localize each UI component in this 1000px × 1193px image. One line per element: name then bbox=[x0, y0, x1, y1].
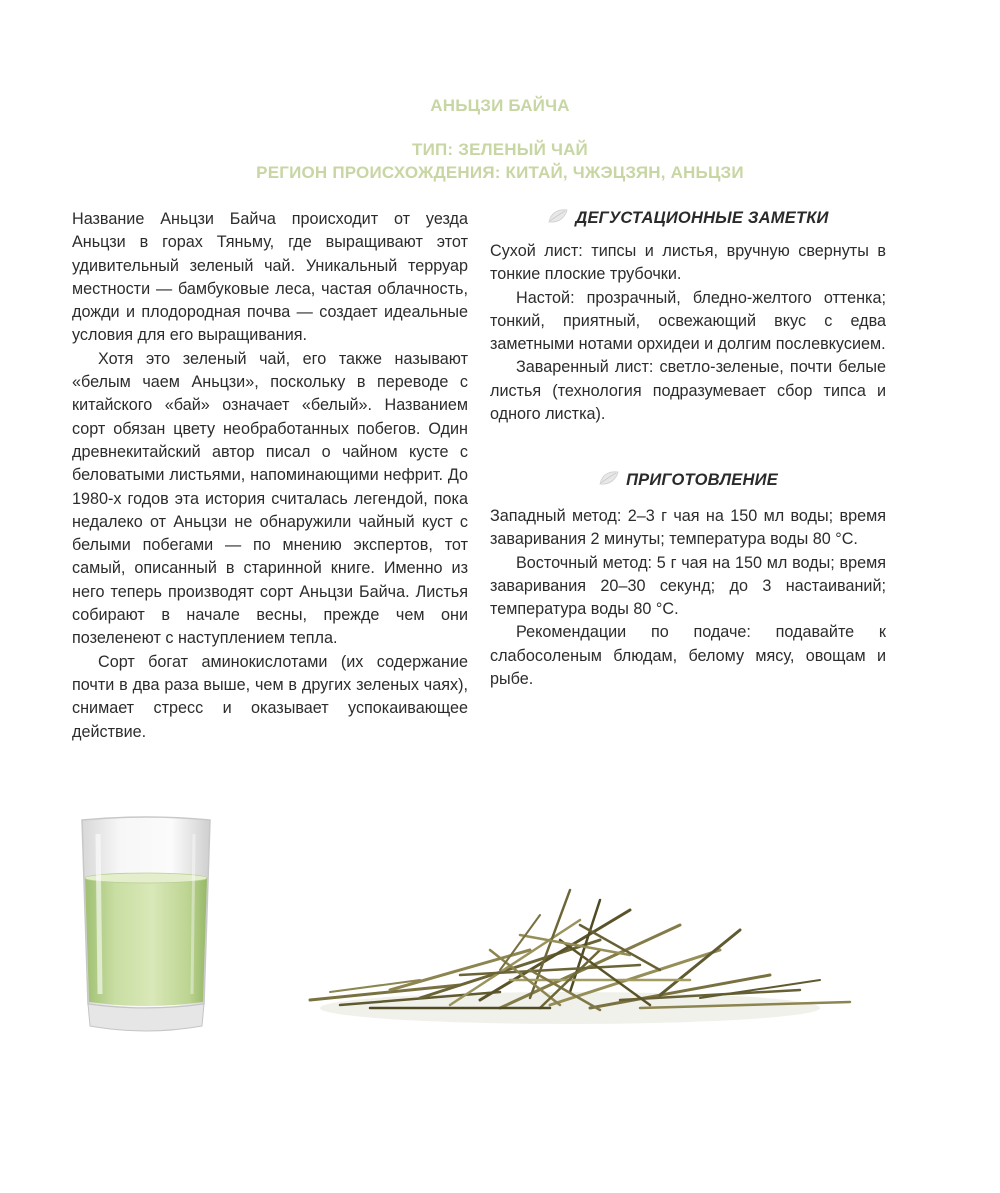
preparation-paragraph: Восточный метод: 5 г чая на 150 мл воды; время заваривания 20–30 секунд; до 3 настаиваний; температура воды 80 °С. bbox=[490, 553, 886, 619]
preparation-title: ПРИГОТОВЛЕНИЕ bbox=[626, 470, 778, 489]
description-column bbox=[72, 208, 468, 744]
tea-type: ТИП: ЗЕЛЕНЫЙ ЧАЙ bbox=[412, 140, 588, 159]
description-paragraph: Название Аньцзи Байча происходит от уезда Аньцзи в горах Тяньму, где выращивают этот удивительный зеленый чай. Уникальный терруар местности — бамбуковые леса, частая облачность, дожди и плодородная почва — создает идеальные условия для его выращивания. bbox=[72, 210, 468, 345]
description-paragraph: Хотя это зеленый чай, его также называют «белым чаем Аньцзи», поскольку в переводе с китайского «бай» означает «белый». Названием сорт обязан цвету необработанных побегов. Один древнекитайский автор писал о чайном кусте с беловатыми листьями, напоминающими нефрит. До 1980-х годов эта история считалась легендой, пока недалеко от Аньцзи не обнаружили чайный куст с белыми побегами — по мнению экспертов, тот самый, описанный в старинной книге. Именно из него теперь производят сорт Аньцзи Байча. Листья собирают в начале весны, прежде чем они позеленеют с наступлением тепла. bbox=[72, 349, 468, 648]
leaf-icon bbox=[547, 208, 569, 229]
description-paragraph: Сорт богат аминокислотами (их содержание почти в два раза выше, чем в других зеленых чаях), снимает стресс и оказывает успокаивающее действие. bbox=[72, 652, 468, 741]
tea-title: АНЬЦЗИ БАЙЧА bbox=[430, 96, 570, 115]
glass-of-tea-image bbox=[76, 814, 216, 1036]
dry-tea-leaves-image bbox=[300, 880, 860, 1040]
tasting-notes-heading bbox=[490, 208, 886, 229]
tea-region: РЕГИОН ПРОИСХОЖДЕНИЯ: КИТАЙ, ЧЖЭЦЗЯН, АНЬЦЗИ bbox=[256, 163, 744, 182]
preparation-heading bbox=[490, 470, 886, 491]
preparation-paragraph: Рекомендации по подаче: подавайте к слабосоленым блюдам, белому мясу, овощам и рыбе. bbox=[490, 623, 886, 689]
tasting-paragraph: Настой: прозрачный, бледно-желтого оттенка; тонкий, приятный, освежающий вкус с едва заметными нотами орхидеи и долгим послевкусием. bbox=[490, 288, 886, 354]
tasting-notes-column bbox=[490, 240, 886, 426]
leaf-icon bbox=[598, 470, 620, 491]
tasting-paragraph: Сухой лист: типсы и листья, вручную свернуты в тонкие плоские трубочки. bbox=[490, 242, 886, 284]
preparation-column bbox=[490, 505, 886, 691]
preparation-paragraph: Западный метод: 2–3 г чая на 150 мл воды; время заваривания 2 минуты; температура воды 80 °С. bbox=[490, 507, 886, 549]
tasting-paragraph: Заваренный лист: светло-зеленые, почти белые листья (технология подразумевает сбор типса и одного листка). bbox=[490, 358, 886, 424]
tasting-notes-title: ДЕГУСТАЦИОННЫЕ ЗАМЕТКИ bbox=[575, 208, 829, 227]
